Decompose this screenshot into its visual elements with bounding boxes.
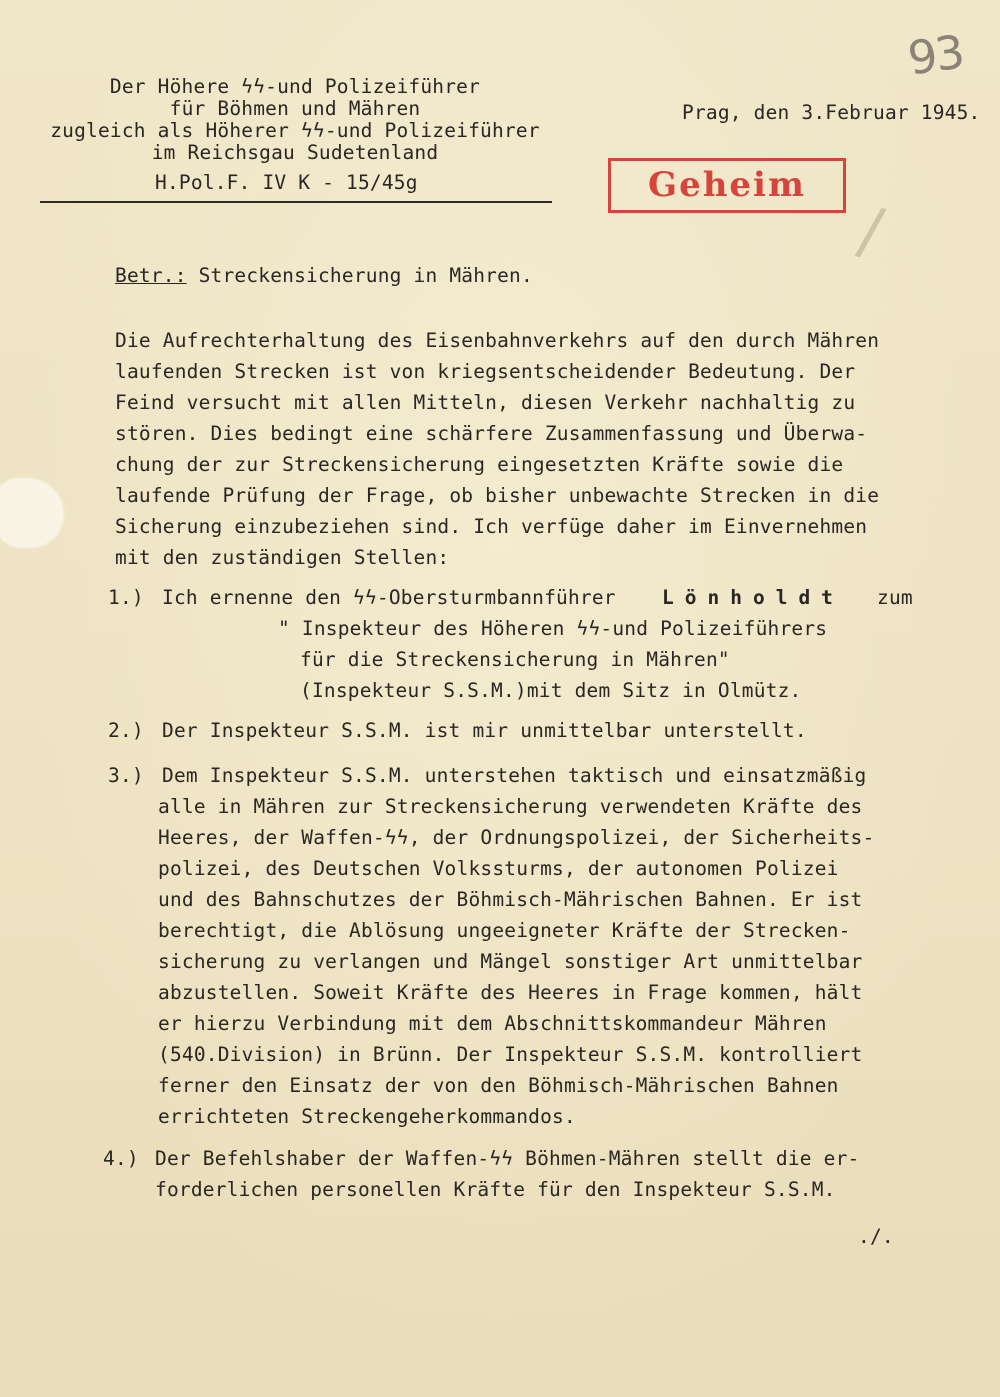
item-3-line: sicherung zu verlangen und Mängel sonstiger Art unmittelbar	[158, 950, 863, 973]
office-line-3: zugleich als Höherer ϟϟ-und Polizeiführer	[50, 119, 540, 142]
secret-stamp: Geheim	[608, 158, 846, 213]
item-3-line: polizei, des Deutschen Volkssturms, der autonomen Polizei	[158, 857, 839, 880]
item-3-line: Heeres, der Waffen-ϟϟ, der Ordnungspolizei, der Sicherheits-	[158, 826, 875, 849]
appointee-name: Lönholdt	[662, 586, 844, 609]
subject-text: Streckensicherung in Mähren.	[198, 264, 533, 287]
item-1-text-end: zum	[877, 586, 913, 609]
intro-line: laufenden Strecken ist von kriegsentscheidender Bedeutung. Der	[115, 360, 856, 383]
intro-line: mit den zuständigen Stellen:	[115, 546, 450, 569]
subject-line	[115, 265, 533, 287]
item-1-title-line: für die Streckensicherung in Mähren"	[300, 648, 730, 671]
intro-line: Die Aufrechterhaltung des Eisenbahnverkehrs auf den durch Mähren	[115, 329, 880, 352]
office-line-2: für Böhmen und Mähren	[169, 97, 421, 120]
item-4-line: forderlichen personellen Kräfte für den Inspekteur S.S.M.	[155, 1178, 836, 1201]
intro-line: Sicherung einzubeziehen sind. Ich verfüge daher im Einvernehmen	[115, 515, 868, 538]
subject-label: Betr.:	[115, 264, 187, 287]
item-3-line: abzustellen. Soweit Kräfte des Heeres in Frage kommen, hält	[158, 981, 863, 1004]
item-number: 4.)	[103, 1147, 139, 1170]
item-4-line: Der Befehlshaber der Waffen-ϟϟ Böhmen-Mähren stellt die er-	[155, 1147, 860, 1170]
item-1-text: Ich ernenne den ϟϟ-Obersturmbannführer	[162, 586, 616, 609]
item-3-line: (540.Division) in Brünn. Der Inspekteur S.S.M. kontrolliert	[158, 1043, 863, 1066]
item-3-line: ferner den Einsatz der von den Böhmisch-Mährischen Bahnen	[158, 1074, 839, 1097]
paper-damage	[0, 478, 64, 548]
intro-line: stören. Dies bedingt eine schärfere Zusammenfassung und Überwa-	[115, 422, 868, 445]
letterhead-rule	[40, 201, 552, 203]
item-3-line: er hierzu Verbindung mit dem Abschnittskommandeur Mähren	[158, 1012, 827, 1035]
item-1-seat-line: (Inspekteur S.S.M.)mit dem Sitz in Olmütz.	[300, 679, 802, 702]
item-3-line: berechtigt, die Ablösung ungeeigneter Kräfte der Strecken-	[158, 919, 851, 942]
intro-line: laufende Prüfung der Frage, ob bisher unbewachte Strecken in die	[115, 484, 880, 507]
folio-number: 93	[904, 24, 967, 86]
office-line-4: im Reichsgau Sudetenland	[151, 141, 439, 164]
item-number: 3.)	[108, 764, 144, 787]
item-number: 1.)	[108, 586, 144, 609]
office-line-1: Der Höhere ϟϟ-und Polizeiführer	[109, 75, 481, 98]
reference-number: H.Pol.F. IV K - 15/45g	[155, 171, 418, 194]
continuation-mark: ./.	[858, 1225, 894, 1248]
place-date: Prag, den 3.Februar 1945.	[682, 101, 981, 124]
item-number: 2.)	[108, 719, 144, 742]
item-2-text: Der Inspekteur S.S.M. ist mir unmittelbar unterstellt.	[162, 719, 807, 742]
intro-line: Feind versucht mit allen Mitteln, diesen Verkehr nachhaltig zu	[115, 391, 856, 414]
item-3-line: Dem Inspekteur S.S.M. unterstehen taktisch und einsatzmäßig	[162, 764, 867, 787]
item-1-title-line: " Inspekteur des Höheren ϟϟ-und Polizeiführers	[278, 617, 828, 640]
pencil-mark: /	[852, 193, 890, 271]
item-3-line: und des Bahnschutzes der Böhmisch-Mährischen Bahnen. Er ist	[158, 888, 863, 911]
item-3-line: alle in Mähren zur Streckensicherung verwendeten Kräfte des	[158, 795, 863, 818]
item-3-line: errichteten Streckengeherkommandos.	[158, 1105, 576, 1128]
intro-line: chung der zur Streckensicherung eingesetzten Kräfte sowie die	[115, 453, 844, 476]
